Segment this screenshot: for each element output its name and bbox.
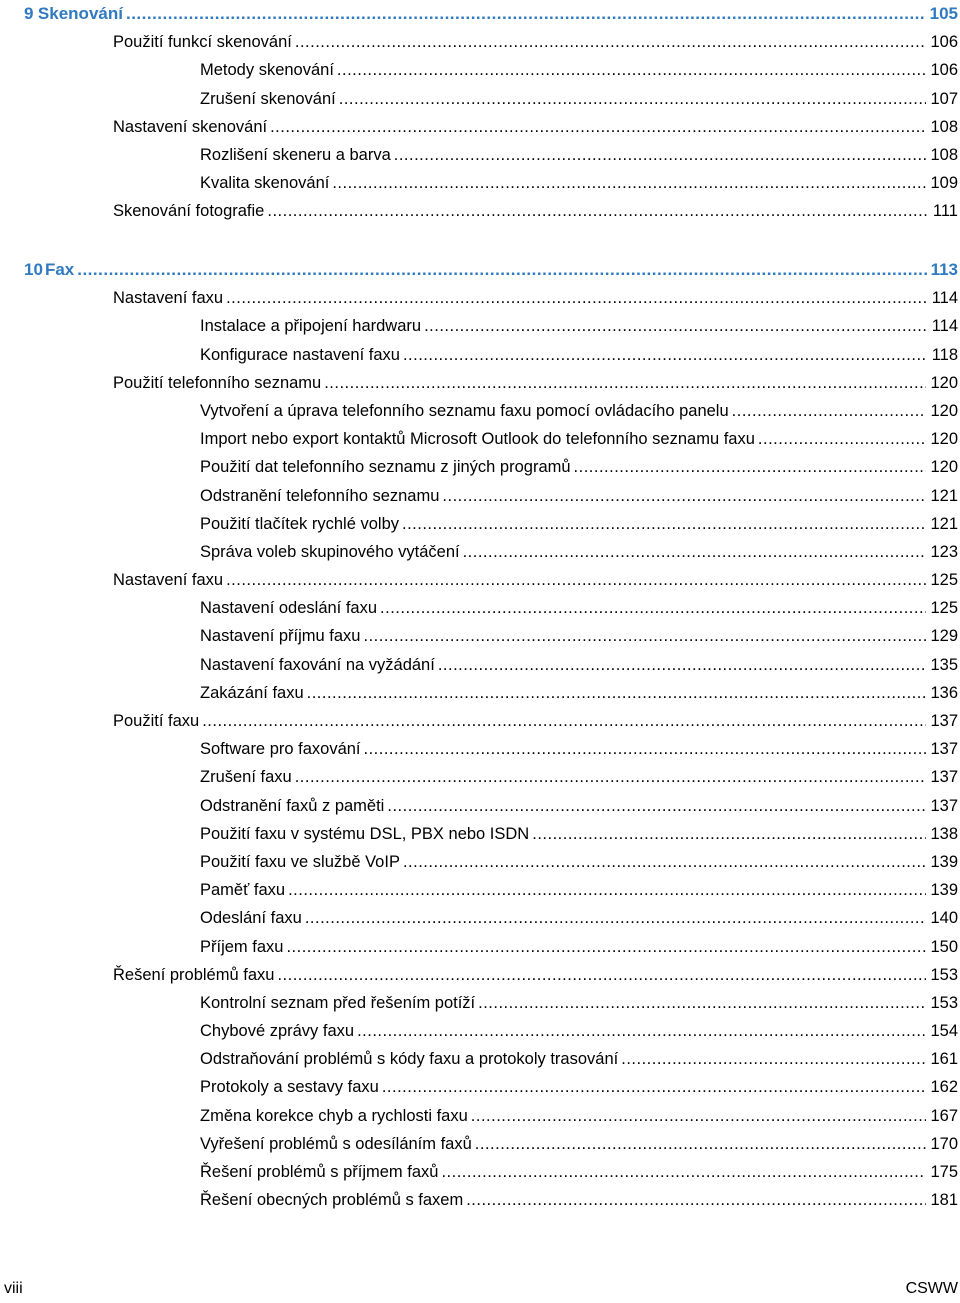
toc-subsection-entry[interactable]: [0, 876, 960, 904]
entry-page-number: 120: [930, 401, 958, 420]
entry-title: Nastavení skenování: [113, 117, 268, 136]
dot-leader: [226, 566, 926, 594]
entry-title: Kontrolní seznam před řešením potíží: [200, 993, 476, 1012]
toc-chapter: [0, 0, 960, 226]
toc-subsection-entry[interactable]: [0, 792, 960, 820]
toc-subsection-entry[interactable]: [0, 312, 960, 340]
toc-subsection-entry[interactable]: [0, 622, 960, 650]
entry-page-number: 121: [930, 486, 958, 505]
toc-subsection-entry[interactable]: [0, 763, 960, 791]
dot-leader: [438, 651, 927, 679]
dot-leader: [758, 425, 927, 453]
toc-subsection-entry[interactable]: [0, 651, 960, 679]
entry-page-number: 129: [930, 627, 958, 646]
dot-leader: [621, 1045, 926, 1073]
toc-chapter: [0, 256, 960, 1214]
dot-leader: [478, 989, 926, 1017]
toc-subsection-entry[interactable]: [0, 679, 960, 707]
toc-subsection-entry[interactable]: [0, 1186, 960, 1214]
dot-leader: [382, 1073, 927, 1101]
entry-title: Zrušení faxu: [200, 768, 292, 787]
toc-subsection-entry[interactable]: [0, 482, 960, 510]
entry-page-number: 114: [931, 317, 958, 336]
dot-leader: [288, 876, 926, 904]
entry-title: Rozlišení skeneru a barva: [200, 145, 391, 164]
toc-subsection-entry[interactable]: [0, 141, 960, 169]
toc-section-entry[interactable]: [0, 369, 960, 397]
toc-subsection-entry[interactable]: [0, 594, 960, 622]
chapter-page-number: 113: [930, 260, 958, 279]
dot-leader: [403, 341, 928, 369]
entry-title: Software pro faxování: [200, 740, 361, 759]
entry-page-number: 106: [930, 61, 958, 80]
entry-title: Řešení problémů s příjmem faxů: [200, 1163, 439, 1181]
entry-page-number: 137: [930, 768, 958, 787]
dot-leader: [387, 792, 926, 820]
footer-document-code: CSWW: [905, 1280, 958, 1297]
entry-page-number: 114: [931, 289, 958, 308]
entry-title: Chybové zprávy faxu: [200, 1022, 355, 1041]
dot-leader: [380, 594, 926, 622]
entry-page-number: 175: [930, 1163, 958, 1181]
entry-title: Použití tlačítek rychlé volby: [200, 514, 399, 533]
entry-page-number: 153: [930, 965, 958, 984]
entry-page-number: 181: [930, 1191, 958, 1210]
toc-section-entry[interactable]: [0, 28, 960, 56]
toc-subsection-entry[interactable]: [0, 397, 960, 425]
entry-title: Nastavení příjmu faxu: [200, 627, 361, 646]
toc-subsection-entry[interactable]: [0, 56, 960, 84]
toc-section-entry[interactable]: [0, 961, 960, 989]
dot-leader: [357, 1017, 926, 1045]
toc-subsection-entry[interactable]: [0, 1130, 960, 1158]
dot-leader: [305, 904, 927, 932]
entry-title: Vyřešení problémů s odesíláním faxů: [200, 1134, 472, 1153]
entry-page-number: 167: [930, 1106, 958, 1125]
toc-subsection-entry[interactable]: [0, 989, 960, 1017]
dot-leader: [402, 510, 926, 538]
toc-section-entry[interactable]: [0, 566, 960, 594]
dot-leader: [475, 1130, 927, 1158]
toc-chapter-heading[interactable]: [0, 0, 960, 28]
entry-page-number: 150: [930, 937, 958, 956]
dot-leader: [226, 284, 928, 312]
toc-subsection-entry[interactable]: [0, 169, 960, 197]
dot-leader: [267, 197, 929, 225]
dot-leader: [286, 933, 926, 961]
entry-title: Správa voleb skupinového vytáčení: [200, 542, 460, 561]
entry-title: Řešení problémů faxu: [113, 965, 275, 984]
entry-page-number: 125: [930, 571, 958, 590]
dot-leader: [441, 1158, 926, 1186]
dot-leader: [324, 369, 926, 397]
entry-title: Instalace a připojení hardwaru: [200, 317, 422, 336]
toc-section-entry[interactable]: [0, 707, 960, 735]
dot-leader: [463, 538, 927, 566]
dot-leader: [202, 707, 926, 735]
dot-leader: [270, 113, 926, 141]
toc-subsection-entry[interactable]: [0, 341, 960, 369]
entry-title: Nastavení faxování na vyžádání: [200, 655, 435, 674]
entry-page-number: 106: [930, 33, 958, 52]
entry-page-number: 162: [930, 1078, 958, 1097]
entry-title: Použití faxu v systému DSL, PBX nebo ISDN: [200, 824, 530, 843]
chapter-title: Fax: [44, 260, 75, 279]
dot-leader: [403, 848, 927, 876]
toc-subsection-entry[interactable]: [0, 1102, 960, 1130]
entry-title: Vytvoření a úprava telefonního seznamu faxu pomocí ovládacího panelu: [200, 401, 729, 420]
entry-page-number: 123: [930, 542, 958, 561]
entry-title: Zakázání faxu: [200, 683, 304, 702]
entry-title: Změna korekce chyb a rychlosti faxu: [200, 1106, 468, 1125]
entry-title: Nastavení faxu: [113, 571, 224, 590]
dot-leader: [337, 56, 927, 84]
entry-title: Import nebo export kontaktů Microsoft Outlook do telefonního seznamu faxu: [200, 430, 755, 449]
toc-subsection-entry[interactable]: [0, 425, 960, 453]
toc-section-entry[interactable]: [0, 284, 960, 312]
entry-title: Použití funkcí skenování: [113, 33, 292, 52]
entry-page-number: 109: [930, 174, 958, 193]
dot-leader: [277, 961, 926, 989]
toc-subsection-entry[interactable]: [0, 1045, 960, 1073]
toc-subsection-entry[interactable]: [0, 820, 960, 848]
entry-page-number: 139: [930, 852, 958, 871]
toc-subsection-entry[interactable]: [0, 1017, 960, 1045]
dot-leader: [364, 735, 927, 763]
chapter-page-number: 105: [929, 4, 958, 23]
dot-leader: [332, 169, 926, 197]
entry-page-number: 108: [930, 117, 958, 136]
toc-chapter-heading[interactable]: [0, 256, 960, 284]
entry-title: Konfigurace nastavení faxu: [200, 345, 400, 364]
entry-page-number: 139: [930, 881, 958, 900]
entry-page-number: 120: [930, 458, 958, 477]
entry-page-number: 136: [930, 683, 958, 702]
entry-title: Odstranění faxů z paměti: [200, 796, 385, 815]
toc-subsection-entry[interactable]: [0, 904, 960, 932]
entry-page-number: 153: [930, 993, 958, 1012]
entry-title: Odstranění telefonního seznamu: [200, 486, 440, 505]
footer-page-number: viii: [4, 1280, 23, 1297]
entry-title: Řešení obecných problémů s faxem: [200, 1191, 464, 1210]
entry-page-number: 135: [930, 655, 958, 674]
dot-leader: [126, 0, 926, 28]
entry-title: Kvalita skenování: [200, 174, 330, 193]
toc-subsection-entry[interactable]: [0, 85, 960, 113]
entry-title: Použití dat telefonního seznamu z jiných programů: [200, 458, 571, 477]
entry-title: Protokoly a sestavy faxu: [200, 1078, 379, 1097]
entry-page-number: 154: [930, 1022, 958, 1041]
dot-leader: [574, 453, 927, 481]
entry-page-number: 121: [930, 514, 958, 533]
entry-title: Nastavení odeslání faxu: [200, 599, 378, 618]
toc-subsection-entry[interactable]: [0, 848, 960, 876]
entry-page-number: 111: [932, 202, 958, 221]
toc-subsection-entry[interactable]: [0, 735, 960, 763]
entry-page-number: 120: [930, 430, 958, 449]
dot-leader: [442, 482, 926, 510]
entry-title: Použití telefonního seznamu: [113, 373, 322, 392]
entry-page-number: 125: [930, 599, 958, 618]
toc-section-entry[interactable]: [0, 113, 960, 141]
entry-page-number: 161: [930, 1050, 958, 1069]
dot-leader: [339, 85, 927, 113]
dot-leader: [466, 1186, 926, 1214]
entry-title: Použití faxu ve službě VoIP: [200, 852, 400, 871]
dot-leader: [471, 1102, 927, 1130]
entry-page-number: 120: [930, 373, 958, 392]
page-footer: [0, 1280, 960, 1302]
toc-subsection-entry[interactable]: [0, 538, 960, 566]
toc-subsection-entry[interactable]: [0, 933, 960, 961]
entry-page-number: 137: [930, 796, 958, 815]
entry-page-number: 108: [930, 145, 958, 164]
entry-title: Paměť faxu: [200, 881, 286, 900]
toc-section-entry[interactable]: [0, 197, 960, 225]
entry-title: Odstraňování problémů s kódy faxu a protokoly trasování: [200, 1050, 619, 1069]
entry-title: Použití faxu: [113, 712, 200, 730]
dot-leader: [732, 397, 927, 425]
dot-leader: [394, 141, 927, 169]
entry-page-number: 170: [930, 1134, 958, 1153]
entry-title: Odeslání faxu: [200, 909, 302, 928]
dot-leader: [295, 763, 927, 791]
entry-title: Zrušení skenování: [200, 89, 336, 108]
chapter-number: 10: [24, 260, 43, 279]
chapter-title: Skenování: [37, 4, 123, 23]
chapter-number: 9: [24, 4, 34, 23]
entry-page-number: 118: [931, 345, 958, 364]
entry-page-number: 137: [930, 740, 958, 759]
dot-leader: [424, 312, 928, 340]
toc-subsection-entry[interactable]: [0, 1073, 960, 1101]
dot-leader: [532, 820, 926, 848]
entry-page-number: 140: [930, 909, 958, 928]
toc-subsection-entry[interactable]: [0, 510, 960, 538]
entry-page-number: 138: [930, 824, 958, 843]
entry-title: Metody skenování: [200, 61, 334, 80]
entry-title: Skenování fotografie: [113, 202, 265, 221]
toc-subsection-entry[interactable]: [0, 1158, 960, 1186]
dot-leader: [364, 622, 927, 650]
dot-leader: [307, 679, 927, 707]
entry-title: Příjem faxu: [200, 937, 284, 956]
toc-subsection-entry[interactable]: [0, 453, 960, 481]
dot-leader: [295, 28, 927, 56]
dot-leader: [77, 256, 926, 284]
entry-page-number: 137: [930, 712, 958, 730]
entry-page-number: 107: [930, 89, 958, 108]
entry-title: Nastavení faxu: [113, 289, 224, 308]
